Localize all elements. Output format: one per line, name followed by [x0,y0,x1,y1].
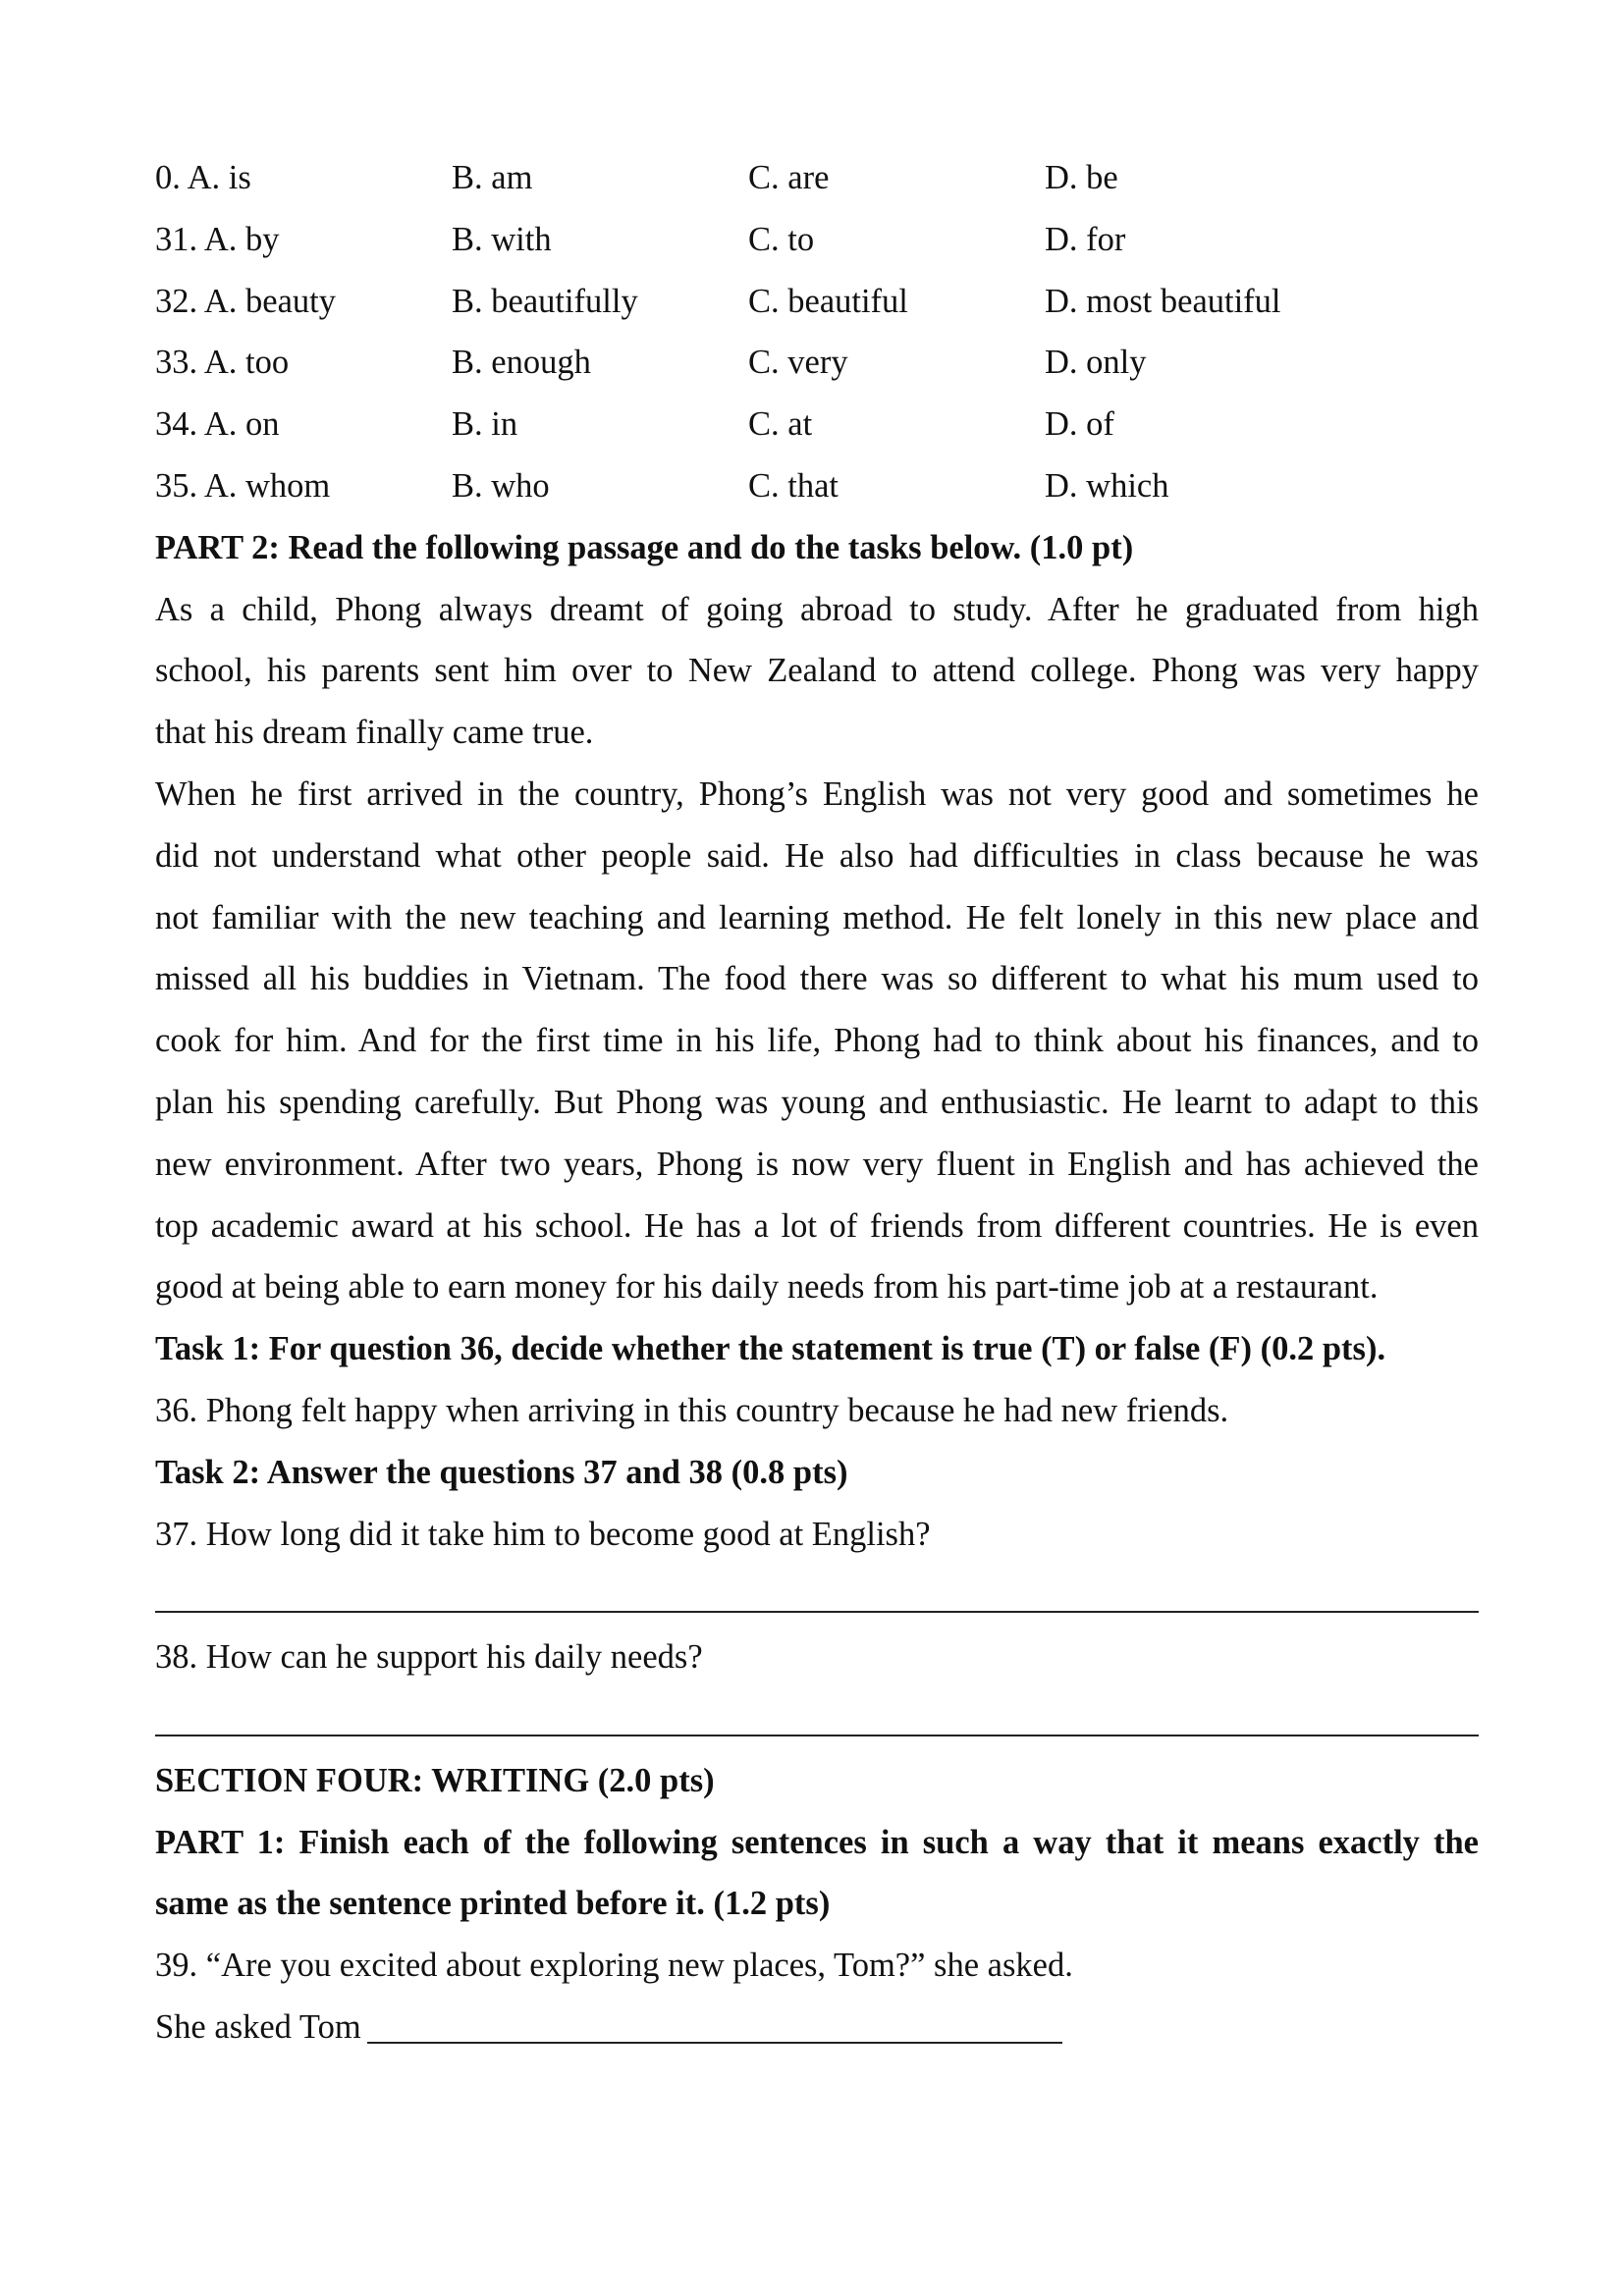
answer-line-38[interactable] [155,1688,1479,1750]
option-d: D. for [1045,220,1126,258]
option-d: D. of [1045,405,1114,444]
option-d: D. most beautiful [1045,282,1281,320]
passage-line: school, his parents sent him over to New Zealand to attend college. Phong was very happy [155,652,1479,690]
passage-line: top academic award at his school. He has a lot of friends from different countries. He is even [155,1206,1479,1245]
answer-39-prompt: She asked Tom [155,2007,361,2046]
option-b: B. enough [452,344,591,382]
passage-line: As a child, Phong always dreamt of going abroad to study. After he graduated from high [155,590,1479,628]
task2-heading: Task 2: Answer the questions 37 and 38 (0.8 pts) [155,1453,848,1491]
option-c: C. are [748,159,830,196]
option-row [155,394,1479,455]
passage-line: good at being able to earn money for his daily needs from his part-time job at a restaurant. [155,1268,1379,1307]
question-38: 38. How can he support his daily needs? [155,1638,703,1677]
part2-heading: PART 2: Read the following passage and do the tasks below. (1.0 pt) [155,528,1134,566]
option-a: 34. A. on [155,405,280,444]
option-row [155,271,1479,333]
option-b: B. beautifully [452,282,638,320]
option-c: C. beautiful [748,282,908,320]
option-d: D. which [1045,466,1169,505]
page-content [155,147,1479,2058]
answer-line-37[interactable] [155,1565,1479,1627]
answer-39-blank[interactable] [367,2012,1062,2044]
passage-line: that his dream finally came true. [155,714,594,752]
option-b: B. in [452,405,518,444]
passage-line: When he first arrived in the country, Phong’s English was not very good and sometimes he [155,774,1479,813]
question-39: 39. “Are you excited about exploring new places, Tom?” she asked. [155,1947,1073,1985]
passage-line: cook for him. And for the first time in his life, Phong had to think about his finances, and to [155,1022,1479,1060]
option-c: C. at [748,405,813,444]
passage-line: did not understand what other people said. He also had difficulties in class because he was [155,836,1479,875]
option-a: 0. A. is [155,159,251,196]
option-a: 33. A. too [155,344,290,382]
question-36: 36. Phong felt happy when arriving in this country because he had new friends. [155,1391,1229,1429]
option-row [155,332,1479,394]
option-b: B. am [452,159,533,196]
option-a: 35. A. whom [155,466,331,505]
option-a: 31. A. by [155,220,280,258]
passage-line: missed all his buddies in Vietnam. The food there was so different to what his mum used to [155,960,1479,998]
option-d: D. be [1045,159,1118,196]
part1-heading-line1: PART 1: Finish each of the following sentences in such a way that it means exactly the [155,1823,1479,1861]
answer-39-row [155,1997,1479,2058]
part1-heading-line2: same as the sentence printed before it. (1.2 pts) [155,1885,831,1923]
passage-line: plan his spending carefully. But Phong was young and enthusiastic. He learnt to adapt to this [155,1083,1479,1121]
section4-heading: SECTION FOUR: WRITING (2.0 pts) [155,1761,715,1799]
option-b: B. with [452,220,552,258]
option-c: C. that [748,466,839,505]
answer-rule [155,1611,1479,1613]
question-37: 37. How long did it take him to become good at English? [155,1515,931,1553]
option-a: 32. A. beauty [155,282,336,320]
option-d: D. only [1045,344,1147,382]
option-row [155,147,1479,209]
option-c: C. very [748,344,848,382]
option-row [155,455,1479,517]
answer-rule [155,1735,1479,1736]
option-b: B. who [452,466,550,505]
option-c: C. to [748,220,815,258]
passage-line: new environment. After two years, Phong is now very fluent in English and has achieved the [155,1145,1479,1183]
task1-heading: Task 1: For question 36, decide whether the statement is true (T) or false (F) (0.2 pts). [155,1330,1386,1368]
option-row [155,209,1479,271]
passage-line: not familiar with the new teaching and learning method. He felt lonely in this new place and [155,898,1479,936]
